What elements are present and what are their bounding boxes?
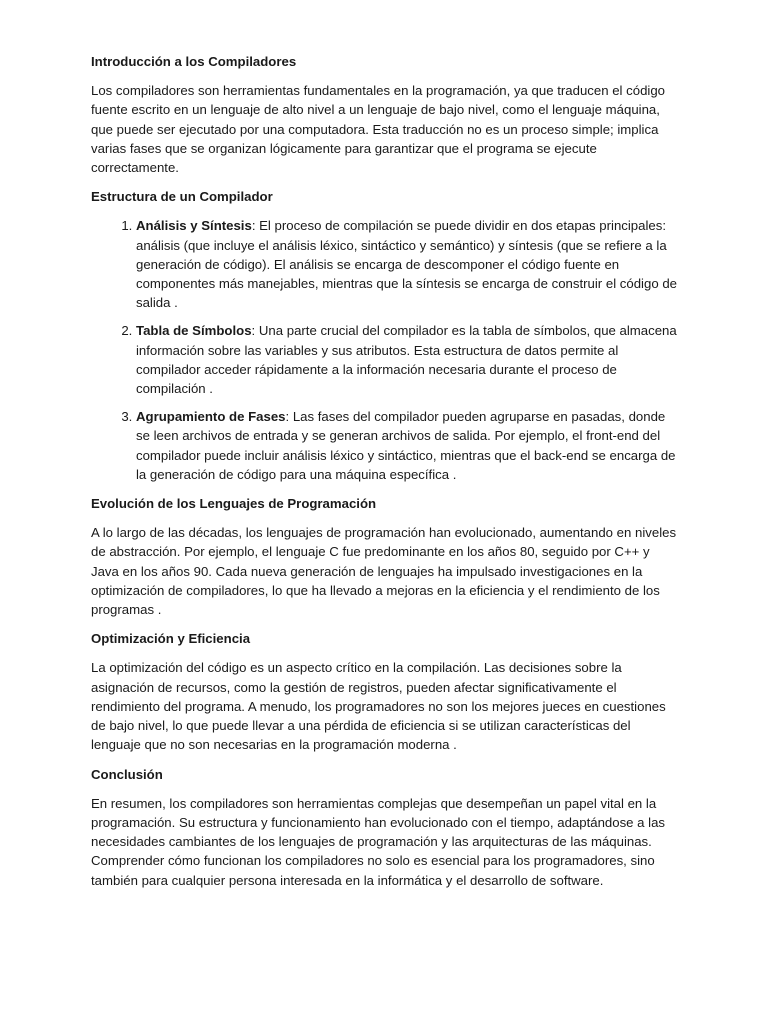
list-item-term: Agrupamiento de Fases [136,409,286,425]
evolution-heading: Evolución de los Lenguajes de Programación [91,496,377,512]
list-item-term: Tabla de Símbolos [136,323,252,339]
list-item-term: Análisis y Síntesis [136,218,252,234]
conclusion-heading: Conclusión [91,766,163,782]
list-item [136,407,681,484]
list-item-text: : Una parte crucial del compilador es la tabla de símbolos, que almacena información sobre las variables y sus atributos. Esta estructura de datos permite al compilador acceder rápidamente a la información necesaria durante el proceso de compilación . [136,323,677,397]
evolution-paragraph: A lo largo de las décadas, los lenguajes de programación han evolucionado, aumentando en niveles de abstracción. Por ejemplo, el lenguaje C fue predominante en los años 80, seguido por C++ y Java en los años 90. Cada nueva generación de lenguajes ha impulsado investigaciones en la optimización de compiladores, lo que ha llevado a mejoras en la eficiencia y el rendimiento de los programas . [91,525,677,618]
list-item [136,216,681,312]
optimization-paragraph: La optimización del código es un aspecto crítico en la compilación. Las decisiones sobre la asignación de recursos, como la gestión de registros, pueden afectar significativamente el rendimiento del programa. A menudo, los programadores no son los mejores jueces en cuestiones de bajo nivel, lo que puede llevar a una pérdida de eficiencia si se utilizan características del lenguaje que no son necesarias en la programación moderna . [91,660,666,753]
list-item-text: : El proceso de compilación se puede dividir en dos etapas principales: análisis (que incluye el análisis léxico, sintáctico y semántico) y síntesis (que se refiere a la generación de código). El análisis se encarga de descomponer el código fuente en componentes más manejables, mientras que la síntesis se encarga de construir el código de salida . [136,218,677,311]
optimization-heading: Optimización y Eficiencia [91,631,251,647]
structure-list [91,216,681,484]
list-item [136,321,681,398]
intro-heading: Introducción a los Compiladores [91,54,297,69]
structure-heading: Estructura de un Compilador [91,189,273,205]
document-page [91,52,681,900]
list-item-text: : Las fases del compilador pueden agruparse en pasadas, donde se leen archivos de entrada y se generan archivos de salida. Por ejemplo, el front-end del compilador puede incluir análisis léxico y sintáctico, mientras que el back-end se encarga de la generación de código para una máquina específica . [136,409,676,482]
conclusion-paragraph: En resumen, los compiladores son herramientas complejas que desempeñan un papel vital en la programación. Su estructura y funcionamiento han evolucionado con el tiempo, adaptándose a las necesidades cambiantes de los lenguajes de programación y las arquitecturas de las máquinas. Comprender cómo funcionan los compiladores no solo es esencial para los programadores, sino también para cualquier persona interesada en la informática y el desarrollo de software. [91,795,666,888]
intro-paragraph: Los compiladores son herramientas fundamentales en la programación, ya que traducen el código fuente escrito en un lenguaje de alto nivel a un lenguaje de bajo nivel, como el lenguaje máquina, que puede ser ejecutado por una computadora. Esta traducción no es un proceso simple; implica varias fases que se organizan lógicamente para garantizar que el programa se ejecute correctamente. [91,83,665,176]
